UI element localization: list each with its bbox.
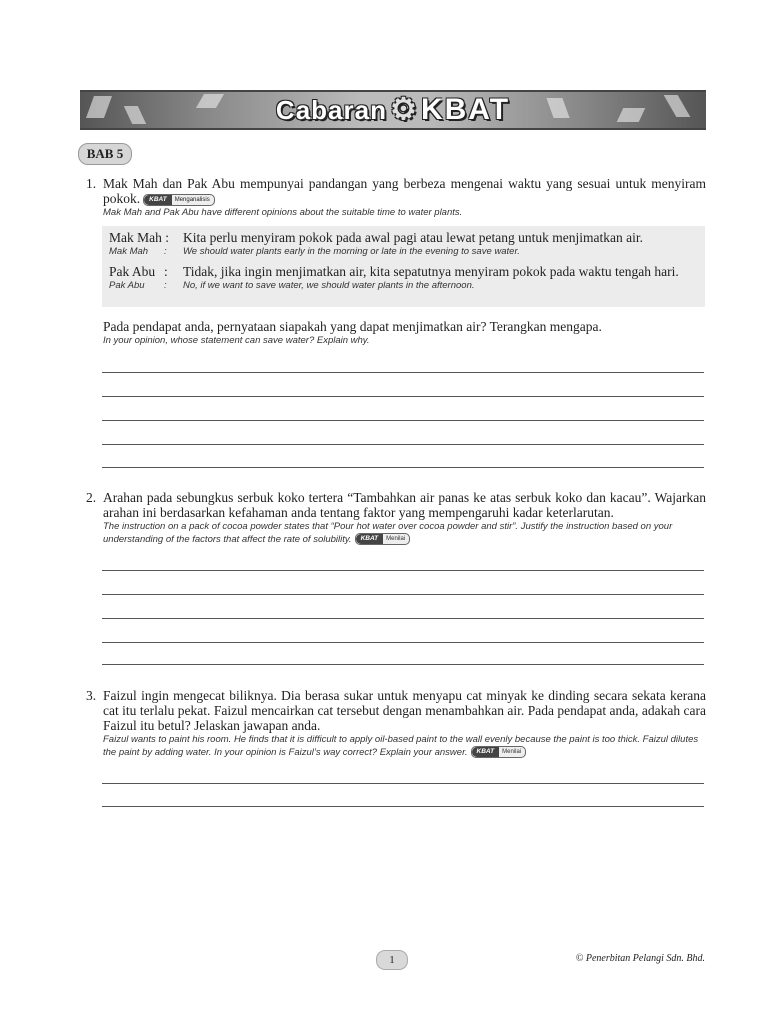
kbat-tag-label: KBAT: [144, 195, 172, 205]
answer-line[interactable]: [102, 664, 704, 665]
statement-en: No, if we want to save water, we should water plants in the afternoon.: [183, 280, 475, 291]
page-number: 1: [376, 950, 408, 970]
kbat-tag: [355, 533, 411, 545]
speaker-name-en: Pak Abu :: [109, 280, 167, 291]
question-text-ms: Faizul ingin mengecat biliknya. Dia berasa sukar untuk menyapu cat minyak ke dinding secara sekata kerana cat itu terlalu pekat. Faizul mencairkan cat tersebut dengan menambahkan air. Pada pendapat anda, adakah cara Faizul itu betul? Jelaskan jawapan anda.: [103, 688, 706, 733]
answer-line[interactable]: [102, 618, 704, 619]
gear-icon: ⚙: [390, 93, 418, 126]
answer-line[interactable]: [102, 444, 704, 445]
statement-en: We should water plants early in the morning or late in the evening to save water.: [183, 246, 520, 257]
prompt-ms: Pada pendapat anda, pernyataan siapakah yang dapat menjimatkan air? Terangkan mengapa.: [103, 319, 602, 334]
answer-line[interactable]: [102, 420, 704, 421]
banner-title-kbat: KBAT: [420, 93, 511, 126]
copyright-text: © Penerbitan Pelangi Sdn. Bhd.: [575, 953, 705, 964]
question-text-en: [103, 520, 706, 546]
question-text: The instruction on a pack of cocoa powder states that “Pour hot water over cocoa powder and stir”. Justify the instruction based on your understanding of the factors that affect the rate of solubility.: [103, 521, 673, 545]
chapter-badge: BAB 5: [78, 143, 132, 165]
speaker-statement: [183, 264, 703, 292]
question-3: [86, 688, 706, 759]
kbat-tag-label: KBAT: [356, 534, 384, 544]
question-text: Faizul wants to paint his room. He finds that it is difficult to apply oil-based paint to the wall evenly because the paint is too thick. Faizul dilutes the paint by adding water. In your opinion is Faizul’s way correct? Explain your answer.: [103, 734, 699, 758]
prompt-en: In your opinion, whose statement can save water? Explain why.: [103, 335, 370, 346]
kbat-tag-skill: Menilai: [386, 536, 406, 543]
banner-title: [80, 92, 706, 128]
answer-line[interactable]: [102, 570, 704, 571]
speaker-name-ms: Pak Abu :: [109, 264, 168, 279]
question-text-en: Mak Mah and Pak Abu have different opinions about the suitable time to water plants.: [103, 207, 463, 218]
statement-ms: Kita perlu menyiram pokok pada awal pagi atau lewat petang untuk menjimatkan air.: [183, 230, 643, 245]
speaker-name: [109, 264, 177, 292]
speaker-name: [109, 230, 177, 258]
question-text-ms: Arahan pada sebungkus serbuk koko tertera “Tambahkan air panas ke atas serbuk koko dan kacau”. Wajarkan arahan ini berdasarkan kefahaman anda tentang faktor yang mempengaruhi kadar keterlarutan.: [103, 490, 706, 520]
answer-line[interactable]: [102, 372, 704, 373]
question-number: 1.: [86, 176, 97, 191]
header-banner: [80, 90, 706, 130]
answer-line[interactable]: [102, 642, 704, 643]
question-text-en: [103, 733, 706, 759]
statement-ms: Tidak, jika ingin menjimatkan air, kita sepatutnya menyiram pokok pada waktu tengah hari.: [183, 264, 679, 279]
kbat-tag-label: KBAT: [472, 747, 500, 757]
speaker-name-en: Mak Mah :: [109, 246, 167, 257]
question-text-ms: [103, 176, 706, 206]
answer-line[interactable]: [102, 467, 704, 468]
question-1-prompt: [86, 319, 706, 347]
question-number: 2.: [86, 490, 97, 505]
banner-title-word: Cabaran: [275, 95, 387, 125]
dialog-box: [102, 226, 705, 307]
speaker-statement: [183, 230, 703, 258]
question-1: [86, 176, 706, 219]
speaker-name-ms: Mak Mah :: [109, 230, 169, 245]
question-2: [86, 490, 706, 546]
answer-line[interactable]: [102, 594, 704, 595]
question-text: Mak Mah dan Pak Abu mempunyai pandangan yang berbeza mengenai waktu yang sesuai untuk menyiram pokok.: [103, 176, 706, 206]
answer-line[interactable]: [102, 396, 704, 397]
question-number: 3.: [86, 688, 97, 703]
kbat-tag-skill: Menilai: [502, 749, 522, 756]
answer-line[interactable]: [102, 806, 704, 807]
kbat-tag: [143, 194, 215, 206]
kbat-tag-skill: Menganalisis: [174, 196, 210, 203]
kbat-tag: [471, 746, 527, 758]
answer-line[interactable]: [102, 783, 704, 784]
